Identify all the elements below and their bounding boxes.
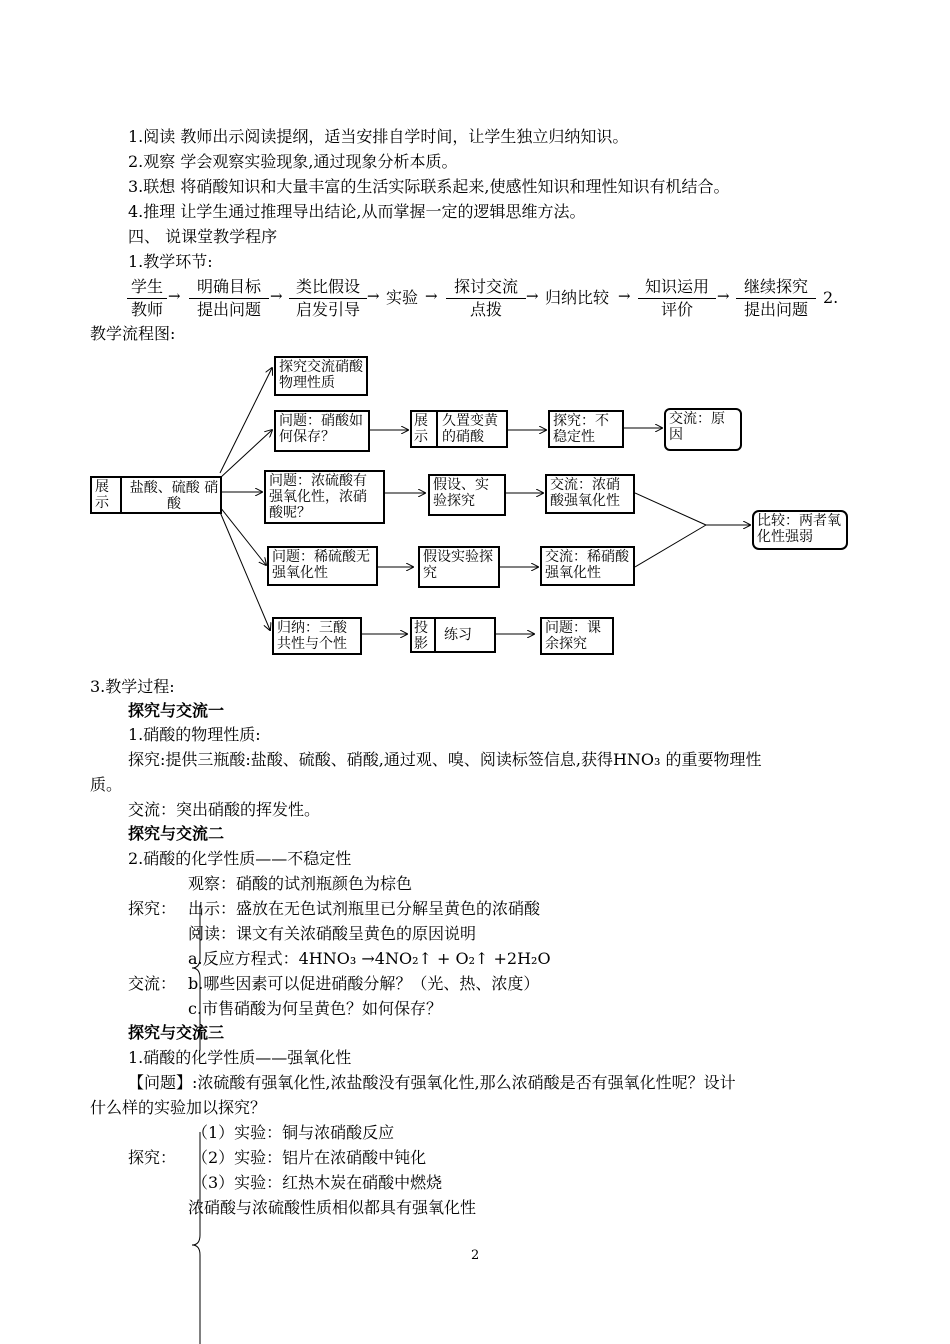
step-2-top: 明确目标 [189,276,269,299]
flow-exercise-box [410,617,496,653]
method-line-4: 4.推理 让学生通过推理导出结论,从而掌握一定的逻辑思维方法。 [128,202,586,221]
arrow-right-icon: → [717,287,730,305]
method-line-2: 2.观察 学会观察实验现象,通过现象分析本质。 [128,152,458,171]
flow-extracurricular [540,617,614,655]
flow-extracurricular-text: 问题：课余探究 [545,620,601,652]
step-8-top: 继续探究 [736,276,816,299]
section-2-question-b: b.哪些因素可以促进硝酸分解？（光、热、浓度） [188,974,540,993]
arrow-right-icon: → [367,287,380,305]
flow-dilute-question-text: 问题：稀硫酸无强氧化性 [272,549,370,581]
flow-yellow-acid-box [410,410,508,448]
section-3-explore-label: 探究： [128,1148,177,1167]
section-3-experiment-3: （3）实验：红热木炭在硝酸中燃烧 [192,1173,443,1192]
flow-physical-properties [274,356,368,396]
flow-start-label: 展示 [92,478,122,512]
arrow-right-icon: → [168,287,181,305]
step-1-top: 学生 [127,276,167,299]
flow-instability [548,410,624,448]
section-3-question: 【问题】:浓硫酸有强氧化性,浓盐酸没有强氧化性,那么浓硝酸是否有强氧化性呢？设计 [128,1073,736,1092]
flow-compare-text: 比较：两者氧化性强弱 [757,513,841,545]
step-3-bottom: 启发引导 [295,300,360,319]
step-3-top: 类比假设 [289,276,367,299]
section-2-read: 阅读：课文有关浓硝酸呈黄色的原因说明 [188,924,477,943]
step-6: 归纳比较 [545,288,610,307]
flowchart-title: 教学流程图: [90,324,176,343]
flow-hypothesis-1 [428,474,506,516]
steps-suffix: 2. [823,288,839,307]
page-number: 2 [471,1248,480,1263]
flow-summary-text: 归纳：三酸共性与个性 [277,620,347,652]
section-2-exchange-label: 交流： [128,974,177,993]
section-2-show: 出示：盛放在无色试剂瓶里已分解呈黄色的浓硝酸 [188,899,541,918]
method-line-3: 3.联想 将硝酸知识和大量丰富的生活实际联系起来,使感性知识和理性知识有机结合。 [128,177,730,196]
flow-dilute-oxidation-text: 交流：稀硝酸强氧化性 [545,549,629,581]
flow-conc-oxidation-text: 交流：浓硝酸强氧化性 [550,477,620,509]
flow-compare [752,510,848,550]
step-2-bottom: 提出问题 [196,300,261,319]
section-1-subtitle: 1.硝酸的物理性质: [128,725,261,744]
flow-conc-question [264,470,385,524]
flow-hypothesis-1-text: 假设、实验探究 [433,477,489,509]
flow-yellow-acid-text: 久置变黄的硝酸 [442,413,498,445]
step-5-top: 探讨交流 [446,276,526,299]
flow-instability-text: 探究：不稳定性 [553,413,609,445]
flow-physical-properties-text: 探究交流硝酸物理性质 [279,359,363,391]
flow-storage-question [274,410,370,452]
flow-hypothesis-2-text: 假设实验探究 [423,549,493,581]
section-1-explore: 探究:提供三瓶酸:盐酸、硫酸、硝酸,通过观、嗅、阅读标签信息,获得HNO₃ 的重要物理性 [128,750,762,769]
step-7-bottom: 评价 [660,300,693,319]
section-2-subtitle: 2.硝酸的化学性质——不稳定性 [128,849,352,868]
process-title: 3.教学过程: [90,677,175,696]
flow-hypothesis-2 [418,546,500,588]
flow-reason [664,408,742,451]
flow-show-label: 展示 [412,412,438,446]
section-3-conclusion: 浓硝酸与浓硫酸性质相似都具有强氧化性 [188,1198,477,1217]
arrow-right-icon: → [270,287,283,305]
flow-conc-question-text: 问题：浓硫酸有强氧化性，浓硝酸呢？ [269,473,367,521]
step-1-bottom: 教师 [130,300,163,319]
step-4: 实验 [386,288,419,307]
section-2-observe: 观察：硝酸的试剂瓶颜色为棕色 [188,874,413,893]
flow-start-content: 盐酸、硫酸 硝酸 [129,480,219,512]
section-3-title: 探究与交流三 [128,1023,225,1042]
arrow-right-icon: → [526,287,539,305]
method-line-1: 1.阅读 教师出示阅读提纲，适当安排自学时间，让学生独立归纳知识。 [128,127,629,146]
section-2-equation: a.反应方程式：4HNO₃ →4NO₂↑ + O₂↑ +2H₂O [188,949,551,968]
step-8-bottom: 提出问题 [743,300,808,319]
flow-summary [272,617,362,655]
steps-label: 1.教学环节: [128,252,213,271]
step-7-top: 知识运用 [638,276,716,299]
flow-start-box [90,476,222,514]
section-2-title: 探究与交流二 [128,824,225,843]
arrow-right-icon: → [425,287,438,305]
section-4-title: 四、 说课堂教学程序 [128,227,278,246]
section-1-title: 探究与交流一 [128,701,225,720]
section-2-explore-label: 探究： [128,899,177,918]
section-3-experiment-1: （1）实验：铜与浓硝酸反应 [192,1123,395,1142]
flow-exercise-text: 练习 [444,627,472,643]
section-3-experiment-2: （2）实验：铝片在浓硝酸中钝化 [192,1148,427,1167]
section-3-subtitle: 1.硝酸的化学性质——强氧化性 [128,1048,352,1067]
flow-projection-label: 投影 [412,619,436,651]
flow-storage-question-text: 问题：硝酸如何保存？ [279,413,363,445]
flow-reason-text: 交流：原因 [669,411,725,443]
section-3-question-cont: 什么样的实验加以探究？ [90,1098,267,1117]
section-1-explore-cont: 质。 [90,775,123,794]
step-5-bottom: 点拨 [469,300,502,319]
section-1-exchange: 交流：突出硝酸的挥发性。 [128,800,321,819]
flow-dilute-question [267,546,378,586]
flow-dilute-oxidation [540,546,635,586]
arrow-right-icon: → [618,287,631,305]
flow-conc-oxidation [545,474,635,514]
section-2-question-c: c.市售硝酸为何呈黄色？如何保存？ [188,999,443,1018]
